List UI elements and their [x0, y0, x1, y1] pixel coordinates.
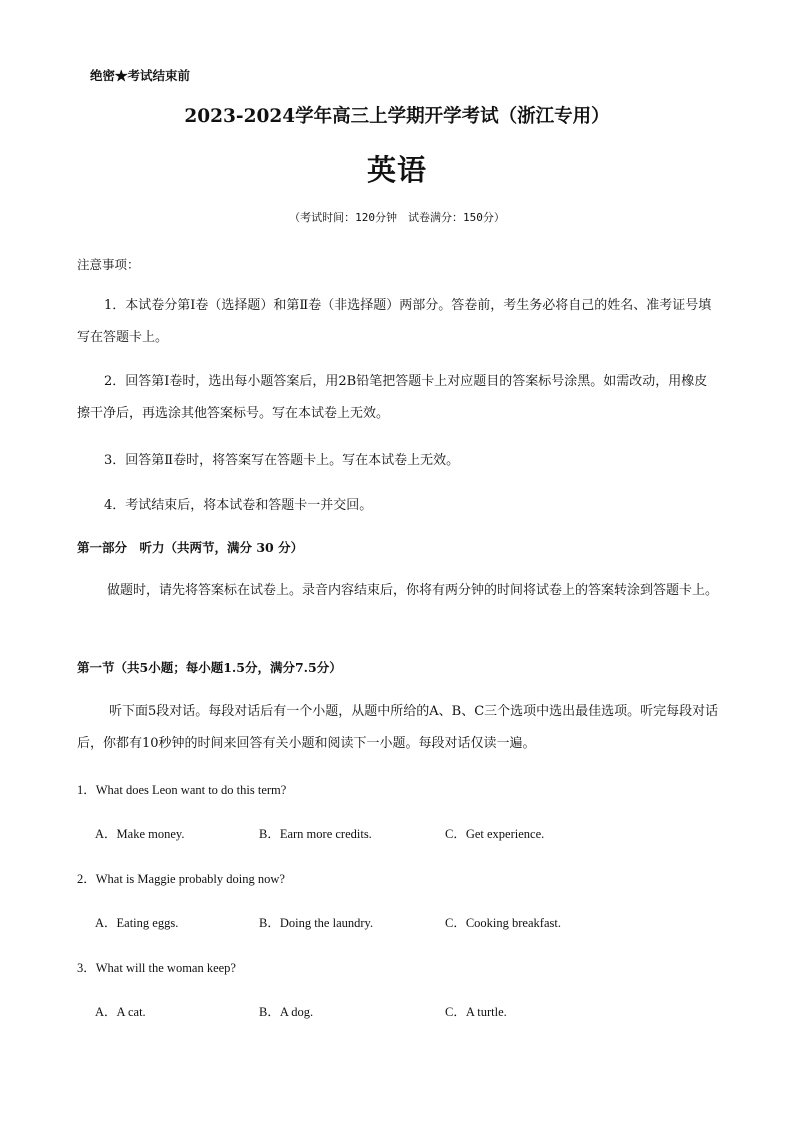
question-3-stem: 3．What will the woman keep?: [77, 961, 236, 975]
question-1-stem: 1．What does Leon want to do this term?: [77, 783, 287, 797]
question-2-option-a: A．Eating eggs.: [95, 916, 179, 930]
exam-title: 2023-2024学年高三上学期开学考试（浙江专用）: [184, 106, 610, 127]
confidential-label: 绝密★考试结束前: [90, 68, 191, 83]
section1-instruction: 听下面5段对话。每段对话后有一个小题，从题中所给的A、B、C三个选项中选出最佳选项。听完每段对话后，你都有10秒钟的时间来回答有关小题和阅读下一小题。每段对话仅读一遍。: [77, 704, 719, 751]
notice-item-2: 2．回答第Ⅰ卷时，选出每小题答案后，用2B铅笔把答题卡上对应题目的答案标号涂黑。如需改动，用橡皮擦干净后，再选涂其他答案标号。写在本试卷上无效。: [77, 374, 708, 421]
question-2-option-b: B．Doing the laundry.: [259, 916, 374, 930]
question-3-option-b: B．A dog.: [259, 1005, 314, 1019]
question-3-option-a: A．A cat.: [95, 1005, 146, 1019]
question-1-option-c: C．Get experience.: [445, 827, 545, 841]
notice-heading: 注意事项：: [77, 257, 140, 272]
notice-item-3: 3．回答第Ⅱ卷时，将答案写在答题卡上。写在本试卷上无效。: [104, 453, 460, 468]
question-3-option-c: C．A turtle.: [445, 1005, 507, 1019]
subject-title: 英语: [366, 153, 427, 187]
section1-heading: 第一节（共5小题；每小题1.5分，满分7.5分）: [77, 660, 342, 675]
exam-meta: （考试时间：120分钟 试卷满分：150分）: [289, 211, 505, 224]
question-2-option-c: C．Cooking breakfast.: [445, 916, 561, 930]
question-2-stem: 2．What is Maggie probably doing now?: [77, 872, 285, 886]
question-1-option-b: B．Earn more credits.: [259, 827, 372, 841]
part1-instruction: 做题时，请先将答案标在试卷上。录音内容结束后，你将有两分钟的时间将试卷上的答案转涂到答题卡上。: [107, 583, 719, 598]
notice-item-1: 1．本试卷分第Ⅰ卷（选择题）和第Ⅱ卷（非选择题）两部分。答卷前，考生务必将自己的姓名、准考证号填写在答题卡上。: [77, 298, 712, 345]
part1-heading: 第一部分 听力（共两节，满分 30 分）: [77, 540, 304, 555]
notice-item-4: 4．考试结束后，将本试卷和答题卡一并交回。: [104, 498, 373, 513]
question-1-option-a: A．Make money.: [95, 827, 185, 841]
